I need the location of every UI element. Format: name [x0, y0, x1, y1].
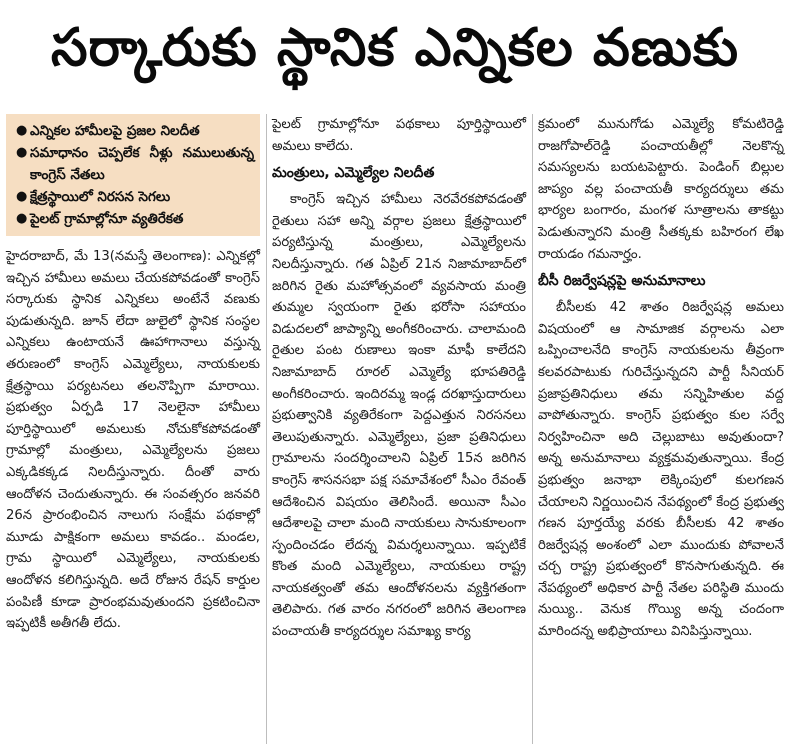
- highlight-item: [16, 142, 254, 186]
- article-paragraph: బీసీలకు 42 శాతం రిజర్వేషన్ల అమలు విషయంలో ఆ సామాజిక వర్గాలను ఎలా ఒప్పించాలనేది కాంగ్రెస్ నాయకులను తీవ్రంగా కలవరపాటుకు గురిచేస్తున్నదని పార్టీ సీనియర్ ప్రజాప్రతినిధులు తమ సన్నిహితుల వద్ద వాపోతున్నారు. కాంగ్రెస్ ప్రభుత్వం కుల సర్వే నిర్వహించినా అది చెల్లుబాటు అవుతుందా? అన్న అనుమానాలు వ్యక్తమవుతున్నాయి. కేంద్ర ప్రభుత్వం జనాభా లెక్కింపులో కులగణన చేయాలని నిర్ణయించిన నేపథ్యంలో కేంద్ర ప్రభుత్వ గణన పూర్తయ్యే వరకు బీసీలకు 42 శాతం రిజర్వేషన్ల అంశంలో ఎలా ముందుకు పోవాలనే చర్చ రాష్ట్ర ప్రభుత్వంలో కొనసాగుతున్నది. ఈ నేపథ్యంలో అధికార పార్టీ నేతల పరిస్థితి ముందు నుయ్యి.. వెనుక గొయ్యి అన్న చందంగా మారిందన్న అభిప్రాయాలు వినిపిస్తున్నాయి.: [538, 300, 784, 640]
- highlight-item: [16, 186, 254, 208]
- article-paragraph: కాంగ్రెస్ ఇచ్చిన హామీలు నెరవేరకపోవడంతో రైతులు సహా అన్ని వర్గాల ప్రజలు క్షేత్రస్థాయిలో పర్యటిస్తున్న మంత్రులు, ఎమ్మెల్యేలను నిలదీస్తున్నారు. గత ఏప్రిల్ 21న నిజామాబాద్‌లో జరిగిన రైతు మహోత్సవంలో వ్యవసాయ మంత్రి తుమ్మల స్వయంగా రైతు భరోసా సహాయం విడుదలలో జాప్యాన్ని అంగీకరించారు. చాలామంది రైతుల పంట రుణాలు ఇంకా మాఫీ కాలేదని నిజామాబాద్ రూరల్ ఎమ్మెల్యే భూపతిరెడ్డి అంగీకరించారు. ఇందిరమ్మ ఇండ్ల దరఖాస్తుదారులు ప్రభుత్వానికి వ్యతిరేకంగా పెద్దఎత్తున నిరసనలు తెలుపుతున్నారు. ఎమ్మెల్యేలు, ప్రజా ప్రతినిధులు గ్రామాలను సందర్శించాలని ఏప్రిల్ 15న జరిగిన కాంగ్రెస్ శాసనసభా పక్ష సమావేశంలో సీఎం రేవంత్ ఆదేశించిన విషయం తెలిసిందే. అయినా సీఎం ఆదేశాలపై చాలా మంది నాయకులు సానుకూలంగా స్పందించడం లేదన్న విమర్శలున్నాయి. ఇప్పటికే కొంత మంది ఎమ్మెల్యేలు, నాయకులు రాష్ట్ర నాయకత్వంతో తమ ఆందోళనలను వ్యక్తిగతంగా తెలిపారు. గత వారం నగరంలో జరిగిన తెలంగాణ పంచాయతీ కార్యదర్శుల సమాఖ్య కార్య: [272, 192, 526, 640]
- highlight-item: [16, 208, 254, 230]
- highlight-item: [16, 120, 254, 142]
- bullet-icon: ●: [16, 145, 28, 160]
- bullet-icon: ●: [16, 211, 28, 226]
- article-column-1: [6, 114, 260, 639]
- highlight-text: ఎన్నికల హామీలపై ప్రజల నిలదీత: [30, 123, 200, 139]
- headline: సర్కారుకు స్థానిక ఎన్నికల వణుకు: [51, 17, 739, 78]
- highlight-text: పైలట్ గ్రామాల్లోనూ వ్యతిరేకత: [30, 211, 184, 227]
- article-paragraph: క్రమంలో మునుగోడు ఎమ్మెల్యే కోమటిరెడ్డి రాజగోపాల్‌రెడ్డి పంచాయతీల్లో నెలకొన్న సమస్యలను బయటపెట్టారు. పెండింగ్ బిల్లుల జాప్యం వల్ల పంచాయతీ కార్యదర్శులు తమ భార్యల బంగారం, మంగళ సూత్రాలను తాకట్టు పెడుతున్నారని మంత్రి సీతక్కకు బహిరంగ లేఖ రాయడం గమనార్హం.: [538, 117, 784, 262]
- section-subheading: బీసీ రిజర్వేషన్లపై అనుమానాలు: [538, 273, 706, 290]
- article-paragraph: హైదరాబాద్, మే 13(నమస్తే తెలంగాణ): ఎన్నికల్లో ఇచ్చిన హామీలు అమలు చేయకపోవడంతో కాంగ్రెస్ సర్కారుకు స్థానిక ఎన్నికలు అంటేనే వణుకు పుడుతున్నది. జూన్ లేదా జులైలో స్థానిక సంస్థల ఎన్నికలు ఉంటాయనే ఊహాగానాలు వస్తున్న తరుణంలో కాంగ్రెస్ ఎమ్మెల్యేలు, నాయకులకు క్షేత్రస్థాయి పర్యటనలు తలనొప్పిగా మారాయి. ప్రభుత్వం ఏర్పడి 17 నెలలైనా హామీలు పూర్తిస్థాయిలో అమలుకు నోచుకోకపోవడంతో గ్రామాల్లో మంత్రులు, ఎమ్మెల్యేలను ప్రజలు ఎక్కడికక్కడ నిలదీస్తున్నారు. దీంతో వారు ఆందోళన చెందుతున్నారు. ఈ సంవత్సరం జనవరి 26న ప్రారంభించిన నాలుగు సంక్షేమ పథకాల్లో మూడు పాక్షికంగా అమలు కావడం.. మండల, గ్రామ స్థాయిలో ఎమ్మెల్యేలు, నాయకులకు ఆందోళన కలిగిస్తున్నది. అదే రోజున రేషన్ కార్డుల పంపిణీ కూడా ప్రారంభమవుతుందని ప్రకటించినా ఇప్పటికీ అతీగతీ లేదు.: [6, 249, 260, 632]
- article-column-3: [538, 114, 784, 647]
- highlights-box: [6, 114, 260, 236]
- column-divider: [266, 114, 267, 744]
- highlight-text: క్షేత్రస్థాయిలో నిరసన సెగలు: [30, 189, 171, 205]
- column-divider: [532, 114, 533, 744]
- section-subheading: మంత్రులు, ఎమ్మెల్యేల నిలదీత: [272, 165, 435, 182]
- article-paragraph: పైలట్ గ్రామాల్లోనూ పథకాలు పూర్తిస్థాయిలో అమలు కాలేదు.: [272, 117, 526, 154]
- highlight-text: సమాధానం చెప్పలేక నీళ్లు నములుతున్న కాంగ్రెస్ నేతలు: [30, 145, 254, 183]
- bullet-icon: ●: [16, 189, 28, 204]
- article-column-2: [272, 114, 526, 647]
- bullet-icon: ●: [16, 123, 28, 138]
